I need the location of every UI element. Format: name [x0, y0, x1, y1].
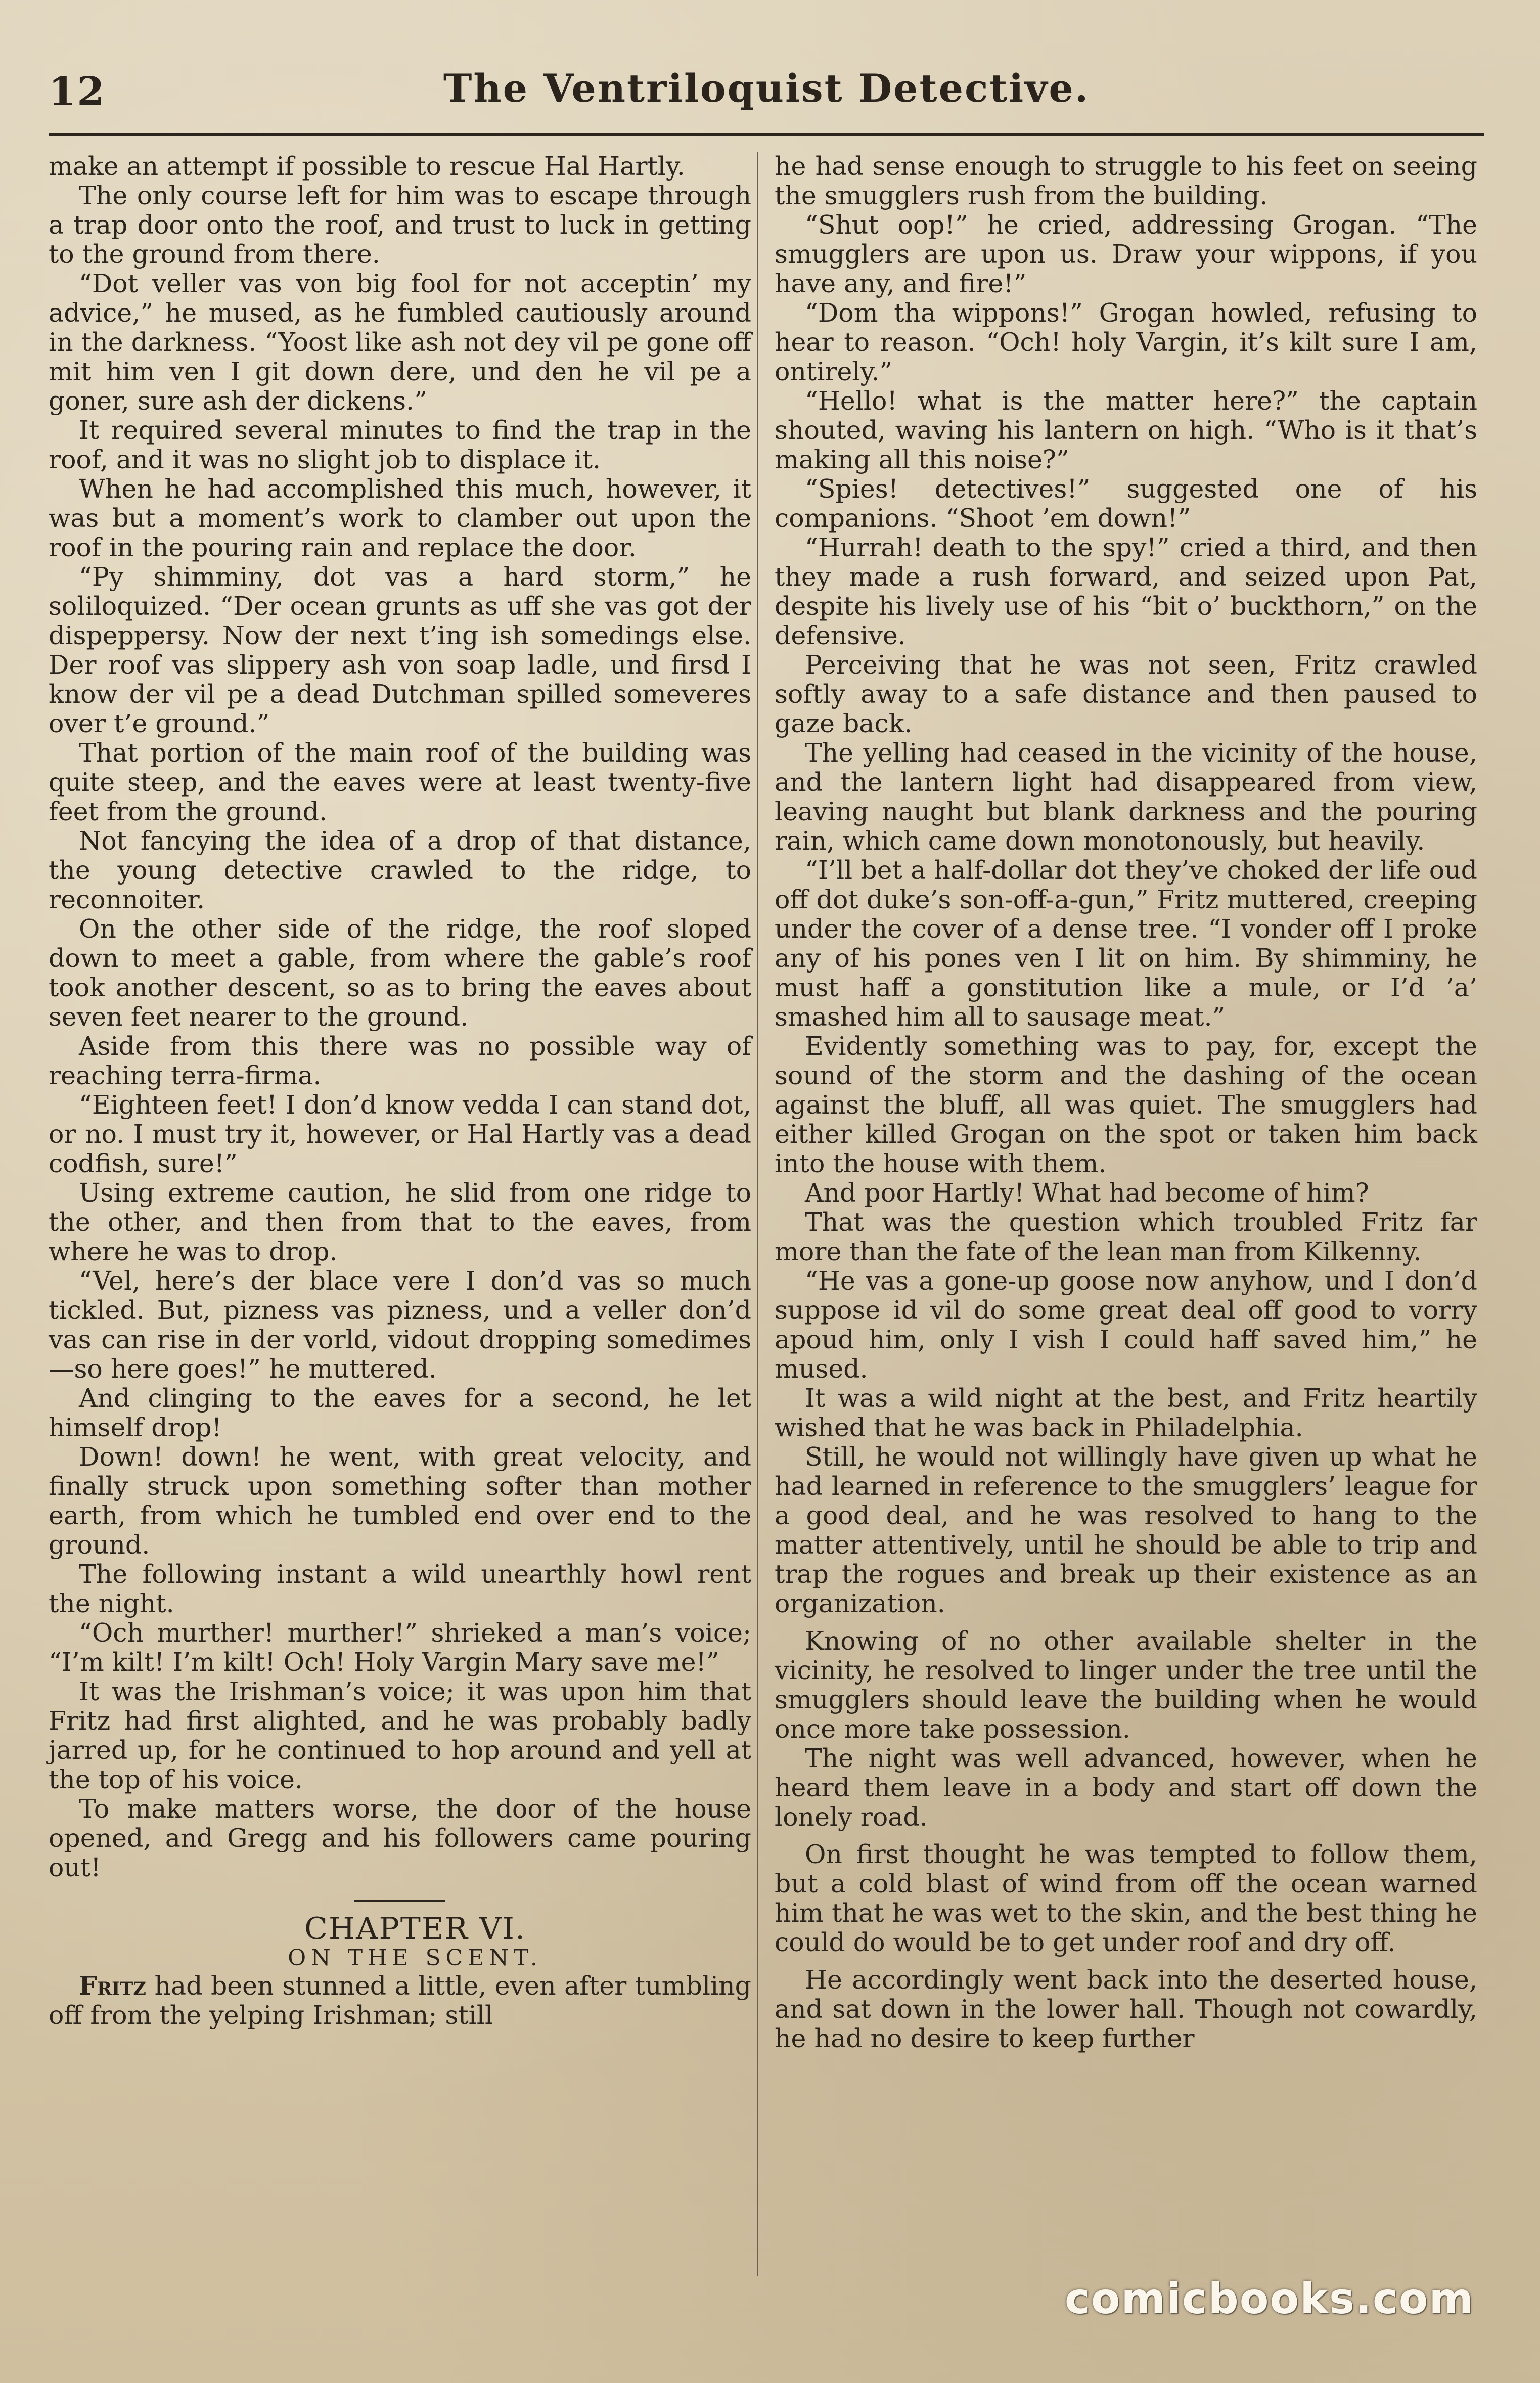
paragraph: That was the question which troubled Fritz far more than the fate of the lean man from Kilkenny.: [775, 1207, 1477, 1266]
paragraph: Aside from this there was no possible way of reaching terra-firma.: [49, 1031, 751, 1090]
chapter-subtitle: ON THE SCENT.: [288, 1945, 542, 1971]
paragraph: “Hello! what is the matter here?” the captain shouted, waving his lantern on high. “Who is it that’s making all this noise?”: [775, 386, 1477, 474]
paragraph: Not fancying the idea of a drop of that distance, the young detective crawled to the ridge, to reconnoiter.: [49, 826, 751, 914]
paragraph: The only course left for him was to escape through a trap door onto the roof, and trust to luck in getting to the ground from there.: [49, 181, 751, 269]
paragraph: Evidently something was to pay, for, except the sound of the storm and the dashing of the ocean against the bluff, all was quiet. The smugglers had either killed Grogan on the spot or taken him back into the house with them.: [775, 1031, 1477, 1178]
paragraph: he had sense enough to struggle to his feet on seeing the smugglers rush from the building.: [775, 151, 1477, 210]
paragraph: Down! down! he went, with great velocity, and finally struck upon something softer than mother earth, from which he tumbled end over end to the ground.: [49, 1442, 751, 1560]
paragraph: “Vel, here’s der blace vere I don’d vas so much tickled. But, pizness vas pizness, und a veller don’d vas can rise in der vorld, vidout dropping somedimes—so here goes!” he muttered.: [49, 1266, 751, 1384]
chapter-opening-text: had been stunned a little, even after tumbling off from the yelping Irishman; still: [49, 1971, 751, 2030]
paragraph: “Shut oop!” he cried, addressing Grogan. “The smugglers are upon us. Draw your wippons, if you have any, and fire!”: [775, 210, 1477, 298]
paragraph: It was a wild night at the best, and Fritz heartily wished that he was back in Philadelphia.: [775, 1383, 1477, 1442]
paragraph: Knowing of no other available shelter in the vicinity, he resolved to linger under the tree until the smugglers should leave the building when he would once more take possession.: [775, 1626, 1477, 1744]
paragraph: Still, he would not willingly have given up what he had learned in reference to the smugglers’ league for a good deal, and he was resolved to hang to the matter attentively, until he should be able to trip and trap the rogues and break up their existence as an organization.: [775, 1442, 1477, 1618]
site-watermark: comicbooks.com: [1065, 2274, 1474, 2323]
column-divider: [757, 152, 758, 2276]
paragraph: And clinging to the eaves for a second, he let himself drop!: [49, 1383, 751, 1442]
paragraph: It required several minutes to find the trap in the roof, and it was no slight job to displace it.: [49, 415, 751, 474]
chapter-title: CHAPTER VI.: [304, 1911, 526, 1947]
paragraph: He accordingly went back into the deserted house, and sat down in the lower hall. Though not cowardly, he had no desire to keep further: [775, 1965, 1477, 2053]
right-column: [775, 152, 1477, 2266]
paragraph: When he had accomplished this much, however, it was but a moment’s work to clamber out upon the roof in the pouring rain and replace the door.: [49, 474, 751, 562]
paragraph: It was the Irishman’s voice; it was upon him that Fritz had first alighted, and he was probably badly jarred up, for he continued to hop around and yell at the top of his voice.: [49, 1676, 751, 1794]
paragraph: To make matters worse, the door of the house opened, and Gregg and his followers came pouring out!: [49, 1794, 751, 1882]
page-header: [49, 66, 1484, 121]
paragraph: And poor Hartly! What had become of him?: [805, 1178, 1369, 1208]
paragraph: The yelling had ceased in the vicinity of the house, and the lantern light had disappeared from view, leaving naught but blank darkness and the pouring rain, which came down monotonously, but heavily.: [775, 738, 1477, 856]
paragraph: “Eighteen feet! I don’d know vedda I can stand dot, or no. I must try it, however, or Hal Hartly vas a dead codfish, sure!”: [49, 1090, 751, 1178]
paragraph: “Dot veller vas von big fool for not acceptin’ my advice,” he mused, as he fumbled cautiously around in the darkness. “Yoost like ash not dey vil pe gone off mit him ven I git down dere, und den he vil pe a goner, sure ash der dickens.”: [49, 269, 751, 416]
paragraph: On the other side of the ridge, the roof sloped down to meet a gable, from where the gable’s roof took another descent, so as to bring the eaves about seven feet nearer to the ground.: [49, 914, 751, 1032]
paragraph: “He vas a gone-up goose now anyhow, und I don’d suppose id vil do some great deal off good to vorry apoud him, only I vish I could haff saved him,” he mused.: [775, 1266, 1477, 1384]
chapter-dropword: Fritz: [79, 1971, 146, 2001]
header-rule: [49, 133, 1484, 136]
paragraph: On first thought he was tempted to follow them, but a cold blast of wind from off the ocean warned him that he was wet to the skin, and the best thing he could do would be to get under roof and dry off.: [775, 1839, 1477, 1957]
paragraph: “Hurrah! death to the spy!” cried a third, and then they made a rush forward, and seized upon Pat, despite his lively use of his “bit o’ buckthorn,” on the defensive.: [775, 533, 1477, 650]
paragraph: “Dom tha wippons!” Grogan howled, refusing to hear to reason. “Och! holy Vargin, it’s kilt sure I am, ontirely.”: [775, 298, 1477, 386]
running-title: The Ventriloquist Detective.: [443, 66, 1090, 111]
paragraph: Using extreme caution, he slid from one ridge to the other, and then from that to the eaves, from where he was to drop.: [49, 1178, 751, 1266]
paragraph: “Py shimminy, dot vas a hard storm,” he soliloquized. “Der ocean grunts as uff she vas got der dispeppersy. Now der next t’ing ish somedings else. Der roof vas slippery ash von soap ladle, und firsd I know der vil pe a dead Dutchman spilled someveres over t’e ground.”: [49, 562, 751, 738]
paragraph: The following instant a wild unearthly howl rent the night.: [49, 1559, 751, 1618]
paragraph: Perceiving that he was not seen, Fritz crawled softly away to a safe distance and then paused to gaze back.: [775, 650, 1477, 738]
chapter-rule: [354, 1900, 445, 1902]
paragraph: “I’ll bet a half-dollar dot they’ve choked der life oud off dot duke’s son-off-a-gun,” Fritz muttered, creeping under the cover of a dense tree. “I vonder off I proke any of his pones ven I lit on him. By shimminy, he must haff a gonstitution like a mule, or I’d ’a’ smashed him all to sausage meat.”: [775, 855, 1477, 1032]
paragraph: “Och murther! murther!” shrieked a man’s voice; “I’m kilt! I’m kilt! Och! Holy Vargin Mary save me!”: [49, 1618, 751, 1677]
paragraph: make an attempt if possible to rescue Hal Hartly.: [49, 151, 685, 181]
paragraph: “Spies! detectives!” suggested one of his companions. “Shoot ’em down!”: [775, 474, 1477, 533]
paragraph: That portion of the main roof of the building was quite steep, and the eaves were at least twenty-five feet from the ground.: [49, 738, 751, 826]
paragraph: The night was well advanced, however, when he heard them leave in a body and start off down the lonely road.: [775, 1743, 1477, 1832]
chapter-opening-paragraph: [49, 1971, 751, 2030]
page-number: 12: [49, 69, 106, 115]
left-column: [49, 152, 751, 2266]
